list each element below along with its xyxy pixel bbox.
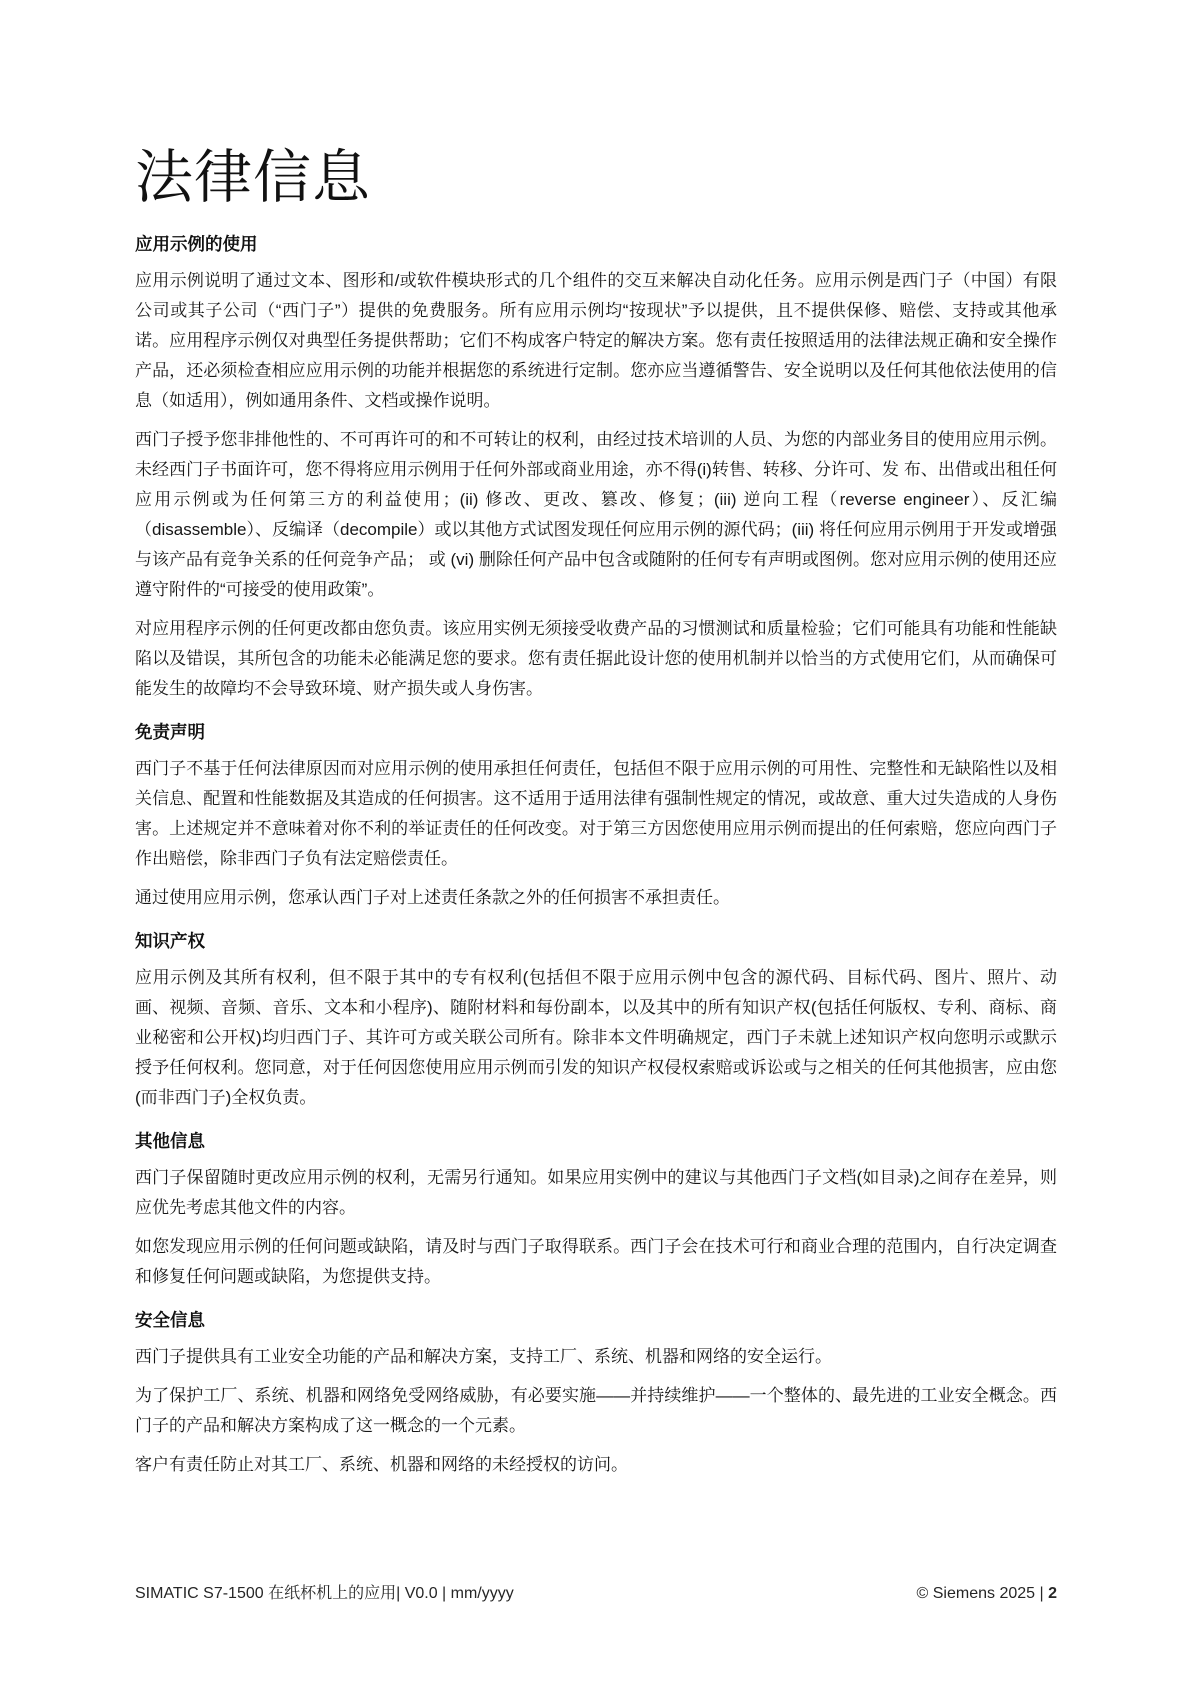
section-heading-security-information: 安全信息 [135, 1310, 205, 1330]
footer-copyright [917, 1585, 1057, 1603]
section-other-information [135, 1129, 1057, 1292]
section-heading-intellectual-property: 知识产权 [135, 931, 205, 951]
paragraph: 应用示例说明了通过文本、图形和/或软件模块形式的几个组件的交互来解决自动化任务。应用示例是西门子（中国）有限公司或其子公司（“西门子”）提供的免费服务。所有应用示例均“按现状”予以提供，且不提供保修、赔偿、支持或其他承诺。应用程序示例仅对典型任务提供帮助；它们不构成客户特定的解决方案。您有责任按照适用的法律法规正确和安全操作产品，还必须检查相应应用示例的功能并根据您的系统进行定制。您亦应当遵循警告、安全说明以及任何其他依法使用的信息（如适用），例如通用条件、文档或操作说明。 [135, 271, 1057, 410]
paragraph: 西门子提供具有工业安全功能的产品和解决方案，支持工厂、系统、机器和网络的安全运行。 [135, 1347, 832, 1366]
section-heading-other-information: 其他信息 [135, 1131, 205, 1151]
paragraph: 为了保护工厂、系统、机器和网络免受网络威胁，有必要实施——并持续维护——一个整体的、最先进的工业安全概念。西门子的产品和解决方案构成了这一概念的一个元素。 [135, 1386, 1057, 1435]
section-heading-disclaimer: 免责声明 [135, 722, 205, 742]
paragraph: 如您发现应用示例的任何问题或缺陷，请及时与西门子取得联系。西门子会在技术可行和商业合理的范围内，自行决定调查和修复任何问题或缺陷，为您提供支持。 [135, 1237, 1057, 1286]
paragraph: 对应用程序示例的任何更改都由您负责。该应用实例无须接受收费产品的习惯测试和质量检验；它们可能具有功能和性能缺陷以及错误，其所包含的功能未必能满足您的要求。您有责任据此设计您的使用机制并以恰当的方式使用它们，从而确保可能发生的故障均不会导致环境、财产损失或人身伤害。 [135, 619, 1057, 698]
footer-copyright-text: © Siemens 2025 | [916, 1585, 1049, 1602]
paragraph: 西门子授予您非排他性的、不可再许可的和不可转让的权利，由经过技术培训的人员、为您的内部业务目的使用应用示例。未经西门子书面许可，您不得将应用示例用于任何外部或商业用途，亦不得(i)转售、转移、分许可、发 布、出借或出租任何应用示例或为任何第三方的利益使用；(ii) 修改、更改、篡改、修复；(iii) 逆向工程（reverse engineer）、反汇编（disassemble）、反编译（decompile）或以其他方式试图发现任何应用示例的源代码；(iii) 将任何应用示例用于开发或增强与该产品有竞争关系的任何竞争产品； 或 (vi) 删除任何产品中包含或随附的任何专有声明或图例。您对应用示例的使用还应遵守附件的“可接受的使用政策”。 [135, 430, 1057, 599]
paragraph: 西门子保留随时更改应用示例的权利，无需另行通知。如果应用实例中的建议与其他西门子文档(如目录)之间存在差异，则应优先考虑其他文件的内容。 [135, 1168, 1057, 1217]
page-title: 法律信息 [135, 145, 372, 210]
paragraph: 通过使用应用示例，您承认西门子对上述责任条款之外的任何损害不承担责任。 [135, 888, 730, 907]
section-usage-of-application-examples [135, 232, 1057, 704]
section-security-information [135, 1308, 1057, 1480]
section-intellectual-property [135, 929, 1057, 1113]
paragraph: 西门子不基于任何法律原因而对应用示例的使用承担任何责任，包括但不限于应用示例的可用性、完整性和无缺陷性以及相关信息、配置和性能数据及其造成的任何损害。这不适用于适用法律有强制性规定的情况，或故意、重大过失造成的人身伤害。上述规定并不意味着对你不利的举证责任的任何改变。对于第三方因您使用应用示例而提出的任何索赔，您应向西门子作出赔偿，除非西门子负有法定赔偿责任。 [135, 759, 1057, 868]
page-content [135, 0, 1057, 1489]
section-disclaimer [135, 720, 1057, 913]
paragraph: 应用示例及其所有权利，但不限于其中的专有权利(包括但不限于应用示例中包含的源代码、目标代码、图片、照片、动画、视频、音频、音乐、文本和小程序)、随附材料和每份副本，以及其中的所有知识产权(包括任何版权、专利、商标、商业秘密和公开权)均归西门子、其许可方或关联公司所有。除非本文件明确规定，西门子未就上述知识产权向您明示或默示授予任何权利。您同意，对于任何因您使用应用示例而引发的知识产权侵权索赔或诉讼或与之相关的任何其他损害，应由您(而非西门子)全权负责。 [135, 968, 1057, 1107]
section-heading-usage: 应用示例的使用 [135, 234, 258, 254]
footer-document-info: SIMATIC S7-1500 在纸杯机上的应用| V0.0 | mm/yyyy [135, 1585, 514, 1602]
paragraph: 客户有责任防止对其工厂、系统、机器和网络的未经授权的访问。 [135, 1455, 628, 1474]
page-footer [135, 1580, 1057, 1603]
footer-page-number: 2 [1048, 1585, 1057, 1602]
